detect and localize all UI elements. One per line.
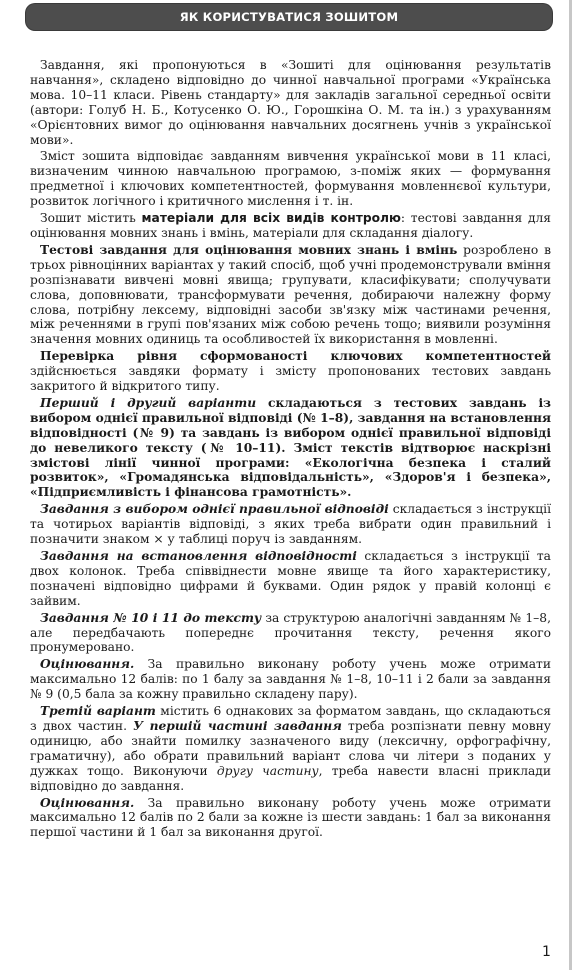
page-number: 1 — [542, 944, 551, 960]
competence-heading: Перевірка рівня сформованості ключових компетентностей — [40, 348, 551, 364]
paragraph-intro — [30, 58, 551, 147]
page-edge-line — [569, 0, 572, 970]
paragraph-grading-2 — [30, 796, 551, 841]
variants-heading: Перший і другий варіанти — [40, 394, 257, 410]
paragraph-variants-1-2 — [30, 396, 551, 500]
second-part-emphasis: другу частину — [216, 763, 319, 778]
grading-2-heading: Оцінювання. — [40, 794, 135, 810]
variants-text: складаються з тестових завдань із вибором однієї правильної відповіді (№ 1–8), завдання на встановлення відповідності (№ 9) та завдань із вибором однієї правильної відповіді до невеликого тексту (№ 10–11). Зміст текстів відтворює наскрізні змістові лінії чинної програми: «Екологічна безпека і сталий розвиток», «Громадянська відповідальність», «Здоров'я і безпека», «Підприємливість і фінансова грамотність». — [30, 394, 551, 500]
variant-3-text-b: треба розпізнати певну мовну одиницю, або знайти помилку зазначеного виду (лексичну, орфографічну, граматичну), або обрати правильний варіант слова чи літери з поданих у дужках тощо. Виконуючи — [30, 718, 551, 778]
variant-3-text-a: містить 6 однакових за форматом завдань, що складаються з двох частин. — [30, 704, 551, 733]
paragraph-grading-1 — [30, 657, 551, 702]
section-header — [26, 4, 552, 30]
single-choice-heading: Завдання з вибором однієї правильної відповіді — [40, 501, 389, 517]
materials-text-end: : тестові завдання для оцінювання мовних знань і вмінь, матеріали для складання діалогу. — [30, 211, 552, 240]
text-tasks-heading: Завдання № 10 і 11 до тексту — [40, 609, 262, 625]
text-tasks-text: за структурою аналогічні завданням № 1–8, але передбачають попереднє прочитання тексту, речення якого пронумеровано. — [30, 610, 551, 655]
paragraph-variant-3 — [30, 704, 551, 793]
competence-text: здійснюється завдяки формату і змісту пропонованих тестових завдань закритого й відкритого типу. — [30, 364, 551, 394]
variant-3-heading: Третій варіант — [40, 703, 156, 719]
variant-3-text-c: , треба навести власні приклади відповідно до завдання. — [30, 763, 551, 793]
grading-2-text: За правильно виконану роботу учень може отримати максимально 12 балів по 2 бали за кожне із шести завдань: 1 бал за виконання першої частини й 1 бал за виконання другої. — [30, 795, 551, 840]
paragraph-competence-check — [30, 349, 551, 394]
main-text — [30, 58, 551, 842]
first-part-emphasis: У першій частині завдання — [133, 717, 342, 733]
single-choice-text: складається з інструкції та чотирьох варіантів відповіді, з яких треба вибрати один правильний і позначити знаком × у таблиці поруч із завданням. — [30, 502, 551, 547]
materials-text-start: Зошит містить — [40, 211, 142, 226]
paragraph-test-tasks — [30, 243, 551, 347]
paragraph-single-choice — [30, 502, 551, 547]
paragraph-matching — [30, 549, 551, 609]
test-tasks-text: розроблено в трьох рівноцінних варіантах у такий спосіб, щоб учні продемонстрували вміння розпізнавати вивчені мовні явища; групувати, класифікувати; сполучувати слова, доповнювати, трансформувати речення, добираючи належну форму слова, потрібну лексему, відповідні засоби зв'язку між частинами речення, між реченнями в групі пов'язаних між собою речень тощо; виявили розуміння значення мовних одиниць та особливостей їх використання в мовленні. — [30, 242, 551, 347]
grading-text: За правильно виконану роботу учень може отримати максимально 12 балів: по 1 балу за завдання № 1–8, 10–11 і 2 бали за завдання № 9 (0,5 бала за кожну правильно складену пару). — [30, 657, 551, 702]
paragraph-content — [30, 149, 551, 209]
paragraph-intro-text: Завдання, які пропонуються в «Зошиті для оцінювання результатів навчання», складено відповідно до чинної навчальної програми «Українська мова. 10–11 класи. Рівень стандарту» для закладів загальної середньої освіти (автори: Голуб Н. Б., Котусенко О. Ю., Горошкіна О. М. та ін.) з урахуванням «Орієнтовних вимог до оцінювання навчальних досягнень учнів з української мови». — [30, 58, 551, 147]
matching-text: складається з інструкції та двох колонок. Треба співвіднести мовне явище та його характеристику, позначені відповідно цифрами й буквами. Один рядок у правій колонці є зайвим. — [30, 549, 551, 608]
paragraph-text-tasks — [30, 611, 551, 656]
section-title: ЯК КОРИСТУВАТИСЯ ЗОШИТОМ — [179, 10, 399, 24]
test-tasks-heading: Тестові завдання для оцінювання мовних знань і вмінь — [40, 241, 458, 257]
matching-heading: Завдання на встановлення відповідності — [40, 548, 357, 563]
paragraph-content-text: Зміст зошита відповідає завданням вивчення української мови в 11 класі, визначеним чинною навчальною програмою, з-поміж яких — формування предметної і ключових компетентностей, формування мовленнєвої культури, розвиток логічного і критичного мислення і т. ін. — [30, 149, 551, 209]
grading-heading: Оцінювання. — [40, 656, 135, 672]
materials-emphasis: матеріали для всіх видів контролю — [141, 211, 401, 226]
paragraph-materials — [30, 211, 551, 241]
